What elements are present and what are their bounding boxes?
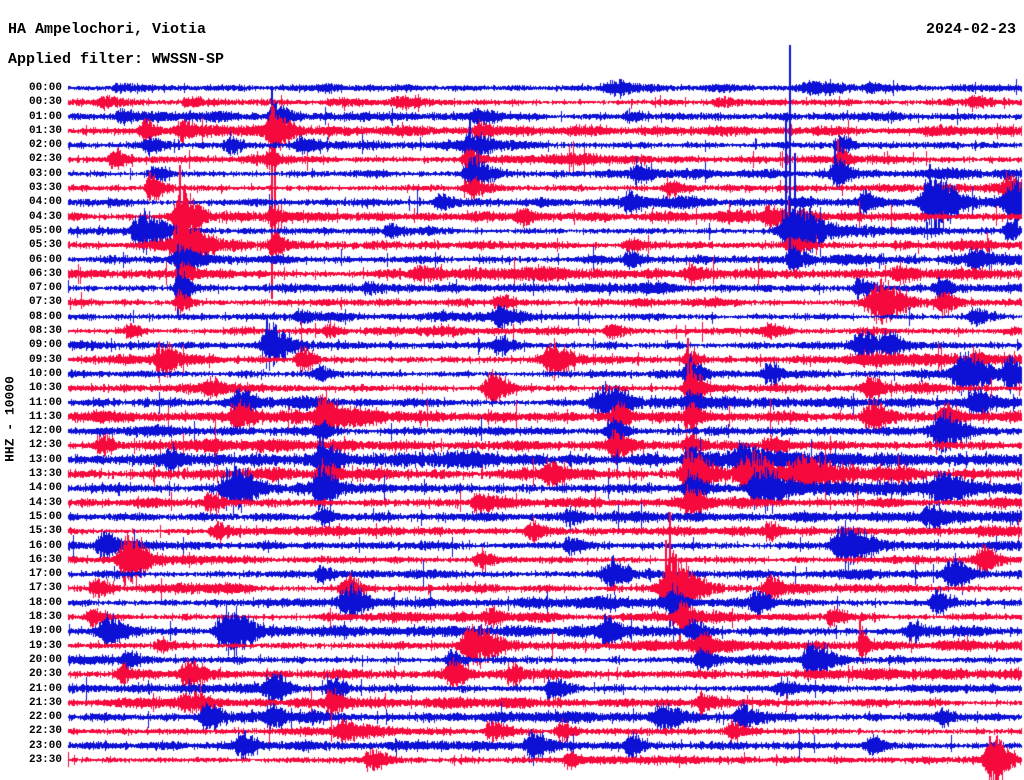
time-label-0300: 03:00 bbox=[28, 167, 62, 180]
time-label-0200: 02:00 bbox=[28, 139, 62, 152]
time-label-2130: 21:30 bbox=[28, 696, 62, 709]
time-label-2300: 23:00 bbox=[28, 739, 62, 752]
station-title: HA Ampelochori, Viotia bbox=[8, 21, 207, 38]
time-label-0430: 04:30 bbox=[28, 210, 62, 223]
time-label-0500: 05:00 bbox=[28, 224, 62, 237]
time-label-0530: 05:30 bbox=[28, 239, 62, 252]
applied-filter-label: Applied filter: WWSSN-SP bbox=[8, 51, 225, 68]
time-label-0900: 09:00 bbox=[28, 339, 62, 352]
time-label-1900: 19:00 bbox=[28, 625, 62, 638]
time-label-0230: 02:30 bbox=[28, 153, 62, 166]
time-label-1800: 18:00 bbox=[28, 596, 62, 609]
time-label-2030: 20:30 bbox=[28, 668, 62, 681]
date-label: 2024-02-23 bbox=[925, 21, 1016, 38]
time-label-1100: 11:00 bbox=[28, 396, 62, 409]
time-label-0700: 07:00 bbox=[28, 282, 62, 295]
time-label-2100: 21:00 bbox=[28, 682, 62, 695]
time-label-1530: 15:30 bbox=[28, 525, 62, 538]
time-label-0000: 00:00 bbox=[28, 82, 62, 94]
time-label-0600: 06:00 bbox=[28, 253, 62, 266]
time-label-1730: 17:30 bbox=[28, 582, 62, 595]
time-label-0800: 08:00 bbox=[28, 310, 62, 323]
time-label-2230: 22:30 bbox=[28, 725, 62, 738]
time-label-0730: 07:30 bbox=[28, 296, 62, 309]
time-label-1630: 16:30 bbox=[28, 553, 62, 566]
time-label-2000: 20:00 bbox=[28, 653, 62, 666]
time-label-1300: 13:00 bbox=[28, 453, 62, 466]
time-label-0100: 01:00 bbox=[28, 110, 62, 123]
time-label-1000: 10:00 bbox=[28, 367, 62, 380]
time-label-1500: 15:00 bbox=[28, 510, 62, 523]
time-label-2200: 22:00 bbox=[28, 711, 62, 724]
time-label-1200: 12:00 bbox=[28, 425, 62, 438]
time-label-0830: 08:30 bbox=[28, 325, 62, 338]
time-label-1230: 12:30 bbox=[28, 439, 62, 452]
time-label-0330: 03:30 bbox=[28, 182, 62, 195]
time-label-1030: 10:30 bbox=[28, 382, 62, 395]
time-label-1330: 13:30 bbox=[28, 468, 62, 481]
time-label-1130: 11:30 bbox=[28, 410, 62, 423]
time-label-1700: 17:00 bbox=[28, 568, 62, 581]
time-label-0130: 01:30 bbox=[28, 124, 62, 137]
time-label-1600: 16:00 bbox=[28, 539, 62, 552]
time-label-1400: 14:00 bbox=[28, 482, 62, 495]
time-label-1830: 18:30 bbox=[28, 611, 62, 624]
time-label-0400: 04:00 bbox=[28, 196, 62, 209]
time-label-0030: 00:30 bbox=[28, 96, 62, 109]
y-axis-channel-scale-label: HHZ - 10000 bbox=[2, 376, 18, 462]
time-label-1930: 19:30 bbox=[28, 639, 62, 652]
time-label-0930: 09:30 bbox=[28, 353, 62, 366]
time-label-1430: 14:30 bbox=[28, 496, 62, 509]
time-label-0630: 06:30 bbox=[28, 267, 62, 280]
time-label-2330: 23:30 bbox=[28, 754, 62, 766]
